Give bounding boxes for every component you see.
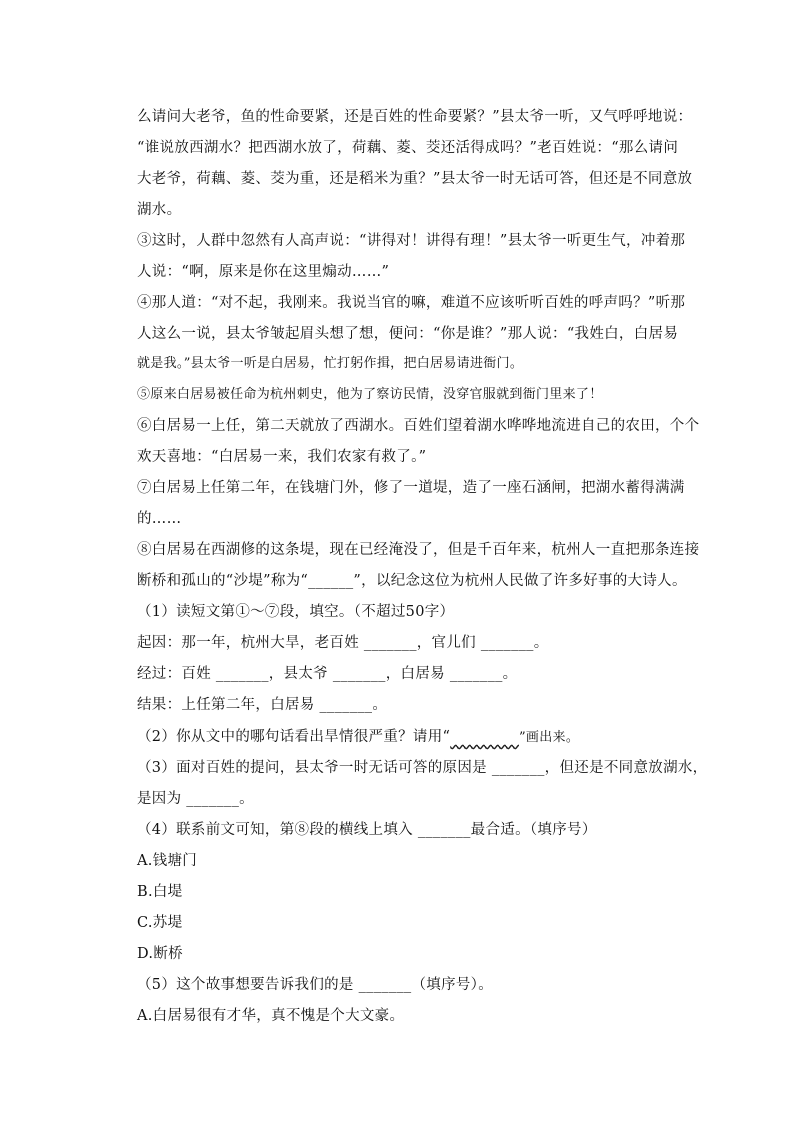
text-line: 就是我。”县太爷一听是白居易，忙打躬作揖，把白居易请进衙门。 xyxy=(137,356,524,371)
text-line: 么请问大老爷，鱼的性命要紧，还是百姓的性命要紧？”县太爷一听，又气呼呼地说： xyxy=(137,109,693,125)
text-line: 湖水。 xyxy=(137,202,182,218)
answer-line-result: 结果：上任第二年，白居易 _______。 xyxy=(137,697,388,713)
question-2 xyxy=(137,727,677,748)
question-1: （1）读短文第①～⑦段，填空。（不超过50字） xyxy=(137,604,455,620)
question-4: （4）联系前文可知，第⑧段的横线上填入 _______最合适。（填序号） xyxy=(137,822,597,838)
option-a: A.钱塘门 xyxy=(137,853,198,869)
question-2-text-start: （2）你从文中的哪句话看出旱情很严重？请用“ xyxy=(137,729,451,745)
question-2-text-end: ”画出来。 xyxy=(518,730,580,745)
text-line: “谁说放西湖水？把西湖水放了，荷藕、菱、茭还活得成吗？”老百姓说：“那么请问 xyxy=(137,140,679,156)
text-line: ③这时，人群中忽然有人高声说：“讲得对！讲得有理！”县太爷一听更生气，冲着那 xyxy=(137,233,686,249)
text-line: ⑤原来白居易被任命为杭州刺史，他为了察访民情，没穿官服就到衙门里来了！ xyxy=(137,387,603,402)
answer-line-process: 经过：百姓 _______，县太爷 _______，白居易 _______。 xyxy=(137,666,518,682)
text-line: 人这么一说，县太爷皱起眉头想了想，便问：“你是谁？”那人说：“我姓白，白居易 xyxy=(137,326,679,342)
text-line: 大老爷，荷藕、菱、茭为重，还是稻米为重？”县太爷一时无话可答，但还是不同意放 xyxy=(137,171,693,187)
text-line: 断桥和孤山的“沙堤”称为“______”，以纪念这位为杭州人民做了许多好事的大诗人。 xyxy=(137,573,687,589)
option-d: D.断桥 xyxy=(137,946,183,962)
text-line: 人说：“啊，原来是你在这里煽动……” xyxy=(137,264,390,280)
question-3: （3）面对百姓的提问，县太爷一时无话可答的原因是 _______，但还是不同意放湖水， xyxy=(137,760,708,776)
text-line: ⑦白居易上任第二年，在钱塘门外，修了一道堤，造了一座石涵闸，把湖水蓄得满满 xyxy=(137,480,685,496)
text-line: 欢天喜地：“白居易一来，我们农家有救了。” xyxy=(137,449,427,465)
question-3-continued: 是因为 _______。 xyxy=(137,791,254,807)
text-line: 的…… xyxy=(137,511,182,527)
option-b: B.白堤 xyxy=(137,884,183,900)
wavy-underline-sample xyxy=(450,729,519,745)
question-5: （5）这个故事想要告诉我们的是 _______（填序号）。 xyxy=(137,977,494,993)
option-c: C.苏堤 xyxy=(137,915,183,931)
option-a: A.白居易很有才华，真不愧是个大文豪。 xyxy=(137,1008,405,1024)
answer-line-cause: 起因：那一年，杭州大旱，老百姓 _______，官儿们 _______。 xyxy=(137,635,549,651)
text-line: ④那人道：“对不起，我刚来。我说当官的嘛，难道不应该听听百姓的呼声吗？”听那 xyxy=(137,295,686,311)
text-line: ⑧白居易在西湖修的这条堤，现在已经淹没了，但是千百年来，杭州人一直把那条连接 xyxy=(137,542,700,558)
text-line: ⑥白居易一上任，第二天就放了西湖水。百姓们望着湖水哗哗地流进自己的农田，个个 xyxy=(137,418,700,434)
